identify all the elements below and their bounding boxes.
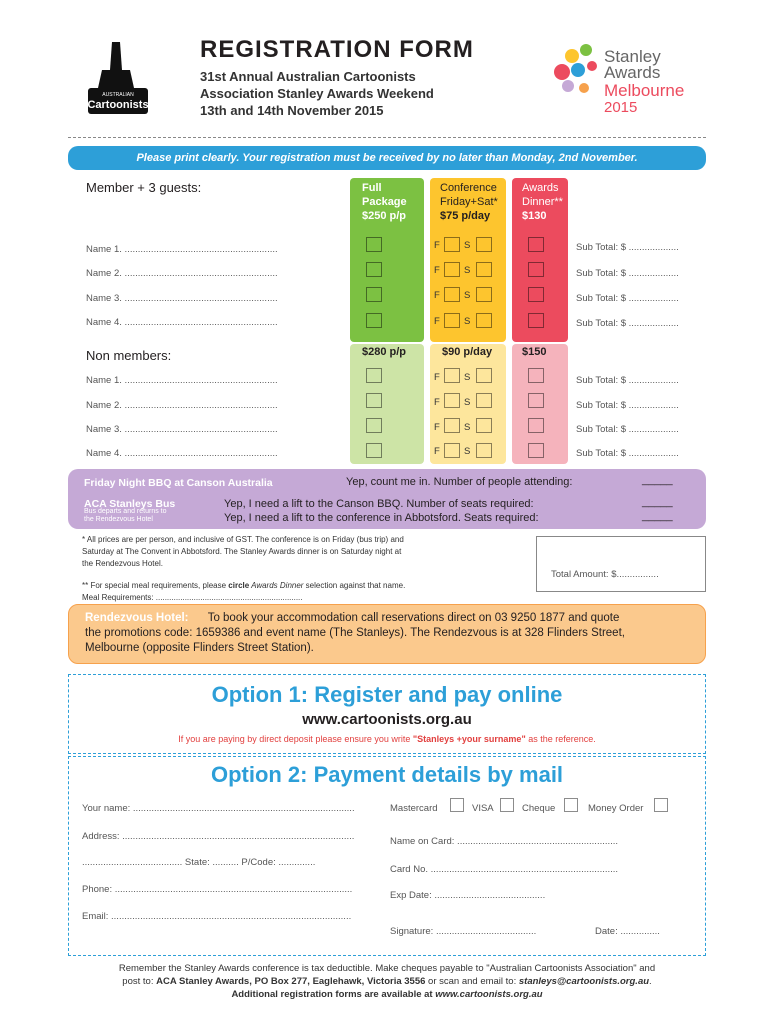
awards-dinner-checkbox[interactable]: [528, 313, 544, 328]
member-name-3[interactable]: Name 3. ..........................................................: [86, 293, 278, 304]
saturday-checkbox[interactable]: [476, 418, 492, 433]
footer-line: [60, 988, 714, 1001]
footer-text: Additional registration forms are available at: [231, 989, 436, 1000]
bus-label: ACA Stanleys Bus: [84, 498, 176, 510]
friday-checkbox[interactable]: [444, 287, 460, 302]
friday-label: F: [434, 372, 440, 383]
nonmember-name-2[interactable]: Name 2. ..........................................................: [86, 400, 278, 411]
friday-checkbox[interactable]: [444, 313, 460, 328]
hotel-label: Rendezvous Hotel:: [85, 612, 189, 624]
friday-checkbox[interactable]: [444, 237, 460, 252]
visa-checkbox[interactable]: [500, 798, 514, 812]
logo-word: Awards: [604, 63, 661, 82]
member-subtotal-3[interactable]: Sub Total: $ ...................: [576, 293, 679, 304]
note-text: If you are paying by direct deposit please ensure you write: [178, 734, 413, 744]
awards-dinner-checkbox[interactable]: [528, 393, 544, 408]
your-name-field[interactable]: Your name: ....................................................................................: [82, 803, 355, 814]
bus-conference-seats-field[interactable]: _____: [642, 510, 673, 522]
note-line: Saturday at The Convent in Abbotsford. The Stanley Awards dinner is on Saturday night at: [82, 547, 402, 556]
stanley-awards-logo: [548, 36, 708, 116]
hotel-line-1: [85, 611, 689, 626]
hotel-text: To book your accommodation call reservations direct on 03 9250 1877 and quote: [207, 612, 620, 624]
phone-field[interactable]: Phone: ..........................................................................................: [82, 884, 353, 895]
friday-label: F: [434, 265, 440, 276]
option1-title: Option 1: Register and pay online: [211, 682, 563, 707]
col-head: [350, 178, 424, 223]
full-package-checkbox[interactable]: [366, 443, 382, 458]
full-package-checkbox[interactable]: [366, 287, 382, 302]
note-line: * All prices are per person, and inclusive of GST. The conference is on Friday (bus trip) and: [82, 535, 404, 544]
saturday-label: S: [464, 372, 471, 383]
awards-dinner-checkbox[interactable]: [528, 237, 544, 252]
saturday-label: S: [464, 397, 471, 408]
total-amount: Total Amount: $................: [551, 569, 659, 580]
full-package-checkbox[interactable]: [366, 418, 382, 433]
friday-label: F: [434, 422, 440, 433]
col-head-line: Conference: [440, 182, 497, 194]
nonmember-subtotal-2[interactable]: Sub Total: $ ...................: [576, 400, 679, 411]
bus-conference-text: Yep, I need a lift to the conference in Abbotsford. Seats required:: [224, 512, 539, 524]
nonmember-name-3[interactable]: Name 3. ..........................................................: [86, 424, 278, 435]
note-bold: circle: [228, 581, 250, 590]
friday-label: F: [434, 290, 440, 301]
col-head-line: Awards: [522, 182, 559, 194]
meal-requirements-field[interactable]: Meal Requirements: ..................................................................: [82, 593, 303, 602]
bus-bbq-text: Yep, I need a lift to the Canson BBQ. Number of seats required:: [224, 498, 534, 510]
cheque-checkbox[interactable]: [564, 798, 578, 812]
col-head-line: $130: [522, 210, 547, 222]
friday-checkbox[interactable]: [444, 368, 460, 383]
state-postcode-field[interactable]: ...................................... State: .......... P/Code: ..............: [82, 857, 316, 868]
saturday-label: S: [464, 316, 471, 327]
col-head: [430, 178, 506, 223]
saturday-checkbox[interactable]: [476, 237, 492, 252]
footer-email[interactable]: stanleys@cartoonists.org.au: [518, 976, 650, 987]
exp-date-field[interactable]: Exp Date: ..........................................: [390, 890, 546, 901]
logo-small-text: AUSTRALIAN: [102, 92, 134, 98]
friday-checkbox[interactable]: [444, 393, 460, 408]
saturday-checkbox[interactable]: [476, 313, 492, 328]
hotel-panel: [68, 604, 706, 664]
awards-dinner-checkbox[interactable]: [528, 418, 544, 433]
footer-url[interactable]: www.cartoonists.org.au: [435, 989, 543, 1000]
footer-text: post to:: [122, 976, 157, 987]
awards-dinner-checkbox[interactable]: [528, 262, 544, 277]
divider: [68, 137, 706, 138]
col-head-line: $250 p/p: [362, 210, 407, 222]
pricing-notes: [82, 534, 522, 604]
note-bold: "Stanleys +your surname": [412, 734, 526, 744]
members-title: Member + 3 guests:: [86, 180, 202, 195]
note-line: the Rendezvous Hotel.: [82, 559, 163, 568]
friday-checkbox[interactable]: [444, 443, 460, 458]
saturday-checkbox[interactable]: [476, 262, 492, 277]
awards-dinner-checkbox[interactable]: [528, 443, 544, 458]
saturday-label: S: [464, 422, 471, 433]
col-head: [512, 178, 568, 223]
footer-address: ACA Stanley Awards, PO Box 277, Eaglehawk, Victoria 3556: [156, 976, 426, 987]
note-text: selection against that name.: [303, 581, 406, 590]
mastercard-checkbox[interactable]: [450, 798, 464, 812]
full-package-column: [350, 178, 424, 342]
note-italic: Awards Dinner: [249, 581, 304, 590]
footer: [60, 962, 714, 1001]
saturday-label: S: [464, 446, 471, 457]
awards-dinner-checkbox[interactable]: [528, 368, 544, 383]
bbq-count-field[interactable]: _____: [642, 474, 673, 486]
note-text: ** For special meal requirements, please: [82, 581, 229, 590]
option2-title: Option 2: Payment details by mail: [210, 762, 564, 787]
member-subtotal-1[interactable]: Sub Total: $ ...................: [576, 242, 679, 253]
mastercard-label: Mastercard: [390, 803, 438, 814]
subtitle-line: 31st Annual Australian Cartoonists: [200, 69, 416, 84]
saturday-checkbox[interactable]: [476, 443, 492, 458]
col-head-line: Package: [362, 196, 407, 208]
logo-word: Melbourne: [604, 81, 685, 100]
nonmember-subtotal-1[interactable]: Sub Total: $ ...................: [576, 375, 679, 386]
friday-label: F: [434, 397, 440, 408]
visa-label: VISA: [472, 803, 494, 814]
member-name-2[interactable]: Name 2. ..........................................................: [86, 268, 278, 279]
cheque-label: Cheque: [522, 803, 556, 814]
full-package-checkbox[interactable]: [366, 393, 382, 408]
friday-checkbox[interactable]: [444, 418, 460, 433]
friday-label: F: [434, 316, 440, 327]
col-head-line: Friday+Sat*: [440, 196, 498, 208]
subtitle-line: 13th and 14th November 2015: [200, 103, 384, 118]
bus-sublabel: [84, 508, 167, 524]
footer-text: or scan and email to:: [425, 976, 519, 987]
footer-line: [60, 975, 714, 988]
friday-label: F: [434, 240, 440, 251]
option1-note: [68, 734, 706, 744]
card-number-field[interactable]: Card No. .......................................................................: [390, 864, 619, 875]
bbq-bus-panel: [68, 469, 706, 529]
bbq-label: Friday Night BBQ at Canson Australia: [84, 477, 273, 489]
friday-checkbox[interactable]: [444, 262, 460, 277]
bus-sublabel-line: Bus departs and returns to: [84, 508, 167, 515]
saturday-checkbox[interactable]: [476, 368, 492, 383]
meal-note: [82, 580, 522, 592]
full-package-checkbox[interactable]: [366, 313, 382, 328]
full-package-checkbox[interactable]: [366, 368, 382, 383]
saturday-checkbox[interactable]: [476, 287, 492, 302]
nonmembers-title: Non members:: [86, 348, 172, 363]
saturday-label: S: [464, 265, 471, 276]
logo-word: Stanley: [604, 47, 661, 66]
date-field[interactable]: Date: ...............: [595, 926, 660, 937]
total-amount-box[interactable]: [536, 536, 706, 592]
price: $150: [522, 346, 547, 358]
nonmember-name-4[interactable]: Name 4. ..........................................................: [86, 448, 278, 459]
full-package-checkbox[interactable]: [366, 237, 382, 252]
price: $90 p/day: [442, 346, 493, 358]
page-title: REGISTRATION FORM: [200, 36, 474, 63]
note-text: as the reference.: [525, 734, 596, 744]
member-subtotal-4[interactable]: Sub Total: $ ...................: [576, 318, 679, 329]
signature-field[interactable]: Signature: ......................................: [390, 926, 537, 937]
saturday-checkbox[interactable]: [476, 393, 492, 408]
saturday-label: S: [464, 240, 471, 251]
deadline-notice: Please print clearly. Your registration must be received by no later than Monday, 2nd November.: [68, 146, 706, 170]
money-order-label: Money Order: [588, 803, 644, 814]
money-order-checkbox[interactable]: [654, 798, 668, 812]
subtitle-line: Association Stanley Awards Weekend: [200, 86, 434, 101]
nonmember-subtotal-3[interactable]: Sub Total: $ ...................: [576, 424, 679, 435]
bus-sublabel-line: the Rendezvous Hotel: [84, 516, 153, 523]
price: $280 p/p: [362, 346, 407, 358]
option1-url[interactable]: www.cartoonists.org.au: [302, 711, 472, 728]
name-on-card-field[interactable]: Name on Card: .............................................................: [390, 836, 619, 847]
awards-dinner-checkbox[interactable]: [528, 287, 544, 302]
hotel-line-2: the promotions code: 1659386 and event name (The Stanleys). The Rendezvous is at 328 Flinders Street,: [85, 627, 625, 639]
bbq-text: Yep, count me in. Number of people attending:: [346, 476, 573, 488]
hotel-line-3: Melbourne (opposite Flinders Street Station).: [85, 642, 314, 654]
address-field[interactable]: Address: ........................................................................................: [82, 831, 355, 842]
member-name-4[interactable]: Name 4. ..........................................................: [86, 317, 278, 328]
full-package-column-nonmember: [350, 344, 424, 464]
col-head-line: Full: [362, 182, 382, 194]
bus-bbq-seats-field[interactable]: _____: [642, 496, 673, 508]
footer-line: Remember the Stanley Awards conference is tax deductible. Make cheques payable to "Australian Cartoonists Association" and: [118, 963, 656, 974]
member-subtotal-2[interactable]: Sub Total: $ ...................: [576, 268, 679, 279]
logo-text: Cartoonists: [87, 99, 149, 111]
full-package-checkbox[interactable]: [366, 262, 382, 277]
saturday-label: S: [464, 290, 471, 301]
footer-text: .: [649, 976, 652, 987]
event-subtitle: [200, 68, 434, 119]
nonmember-subtotal-4[interactable]: Sub Total: $ ...................: [576, 448, 679, 459]
nonmember-name-1[interactable]: Name 1. ..........................................................: [86, 375, 278, 386]
logo-word: 2015: [604, 99, 638, 116]
member-name-1[interactable]: Name 1. ..........................................................: [86, 244, 278, 255]
friday-label: F: [434, 446, 440, 457]
aca-cartoonists-logo: [82, 38, 154, 118]
col-head-line: Dinner**: [522, 196, 563, 208]
email-field[interactable]: Email: ...........................................................................................: [82, 911, 352, 922]
col-head-line: $75 p/day: [440, 210, 491, 222]
